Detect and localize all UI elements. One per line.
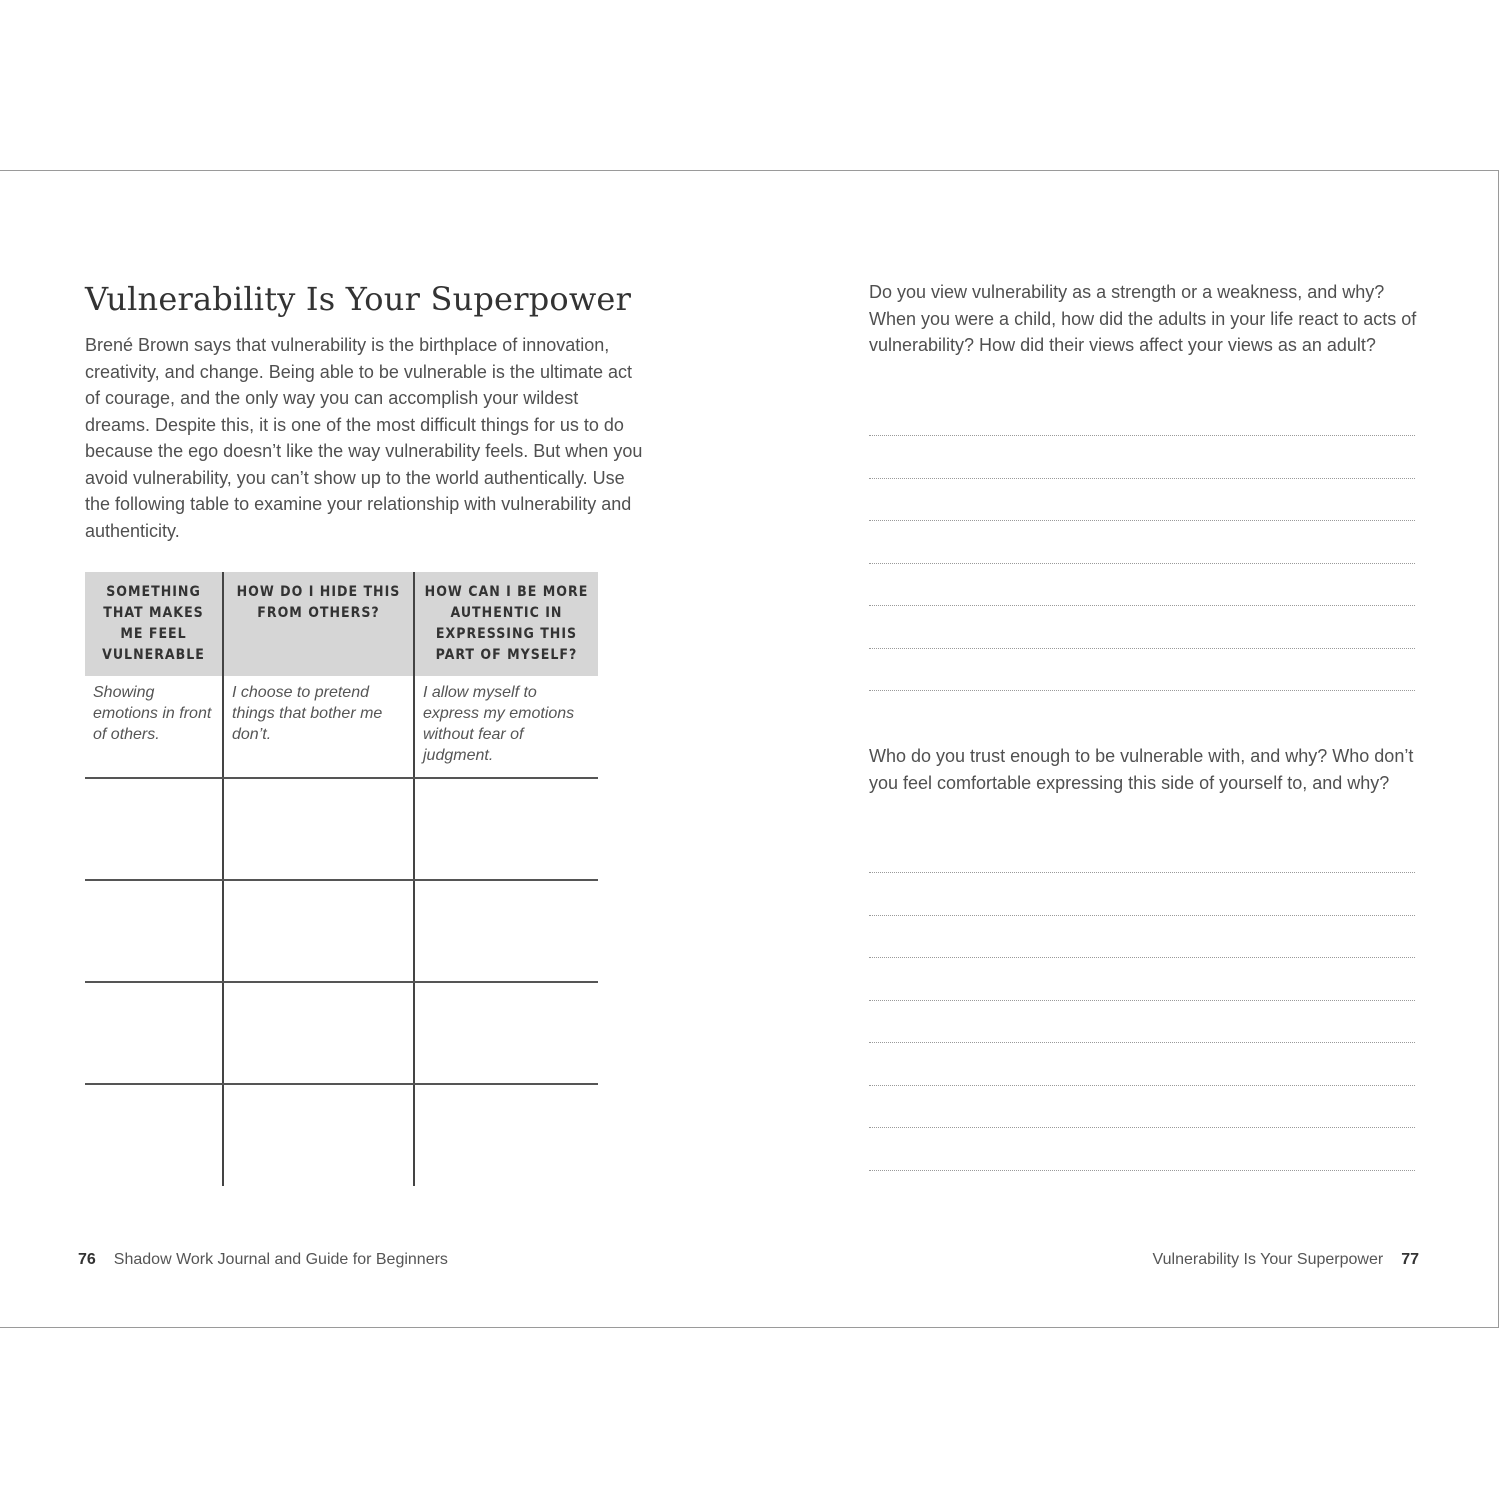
writing-line[interactable] bbox=[869, 690, 1415, 691]
running-title-right: Vulnerability Is Your Superpower bbox=[1152, 1251, 1384, 1268]
writing-line[interactable] bbox=[869, 957, 1415, 958]
writing-line[interactable] bbox=[869, 1170, 1415, 1171]
writing-line[interactable] bbox=[869, 520, 1415, 521]
question-1: Do you view vulnerability as a strength or a weakness, and why? When you were a child, how did the adults in your life react to acts of vulnerability? How did their views affect your views as an adult? bbox=[869, 282, 1417, 355]
writing-line[interactable] bbox=[869, 1000, 1415, 1001]
blank-cell[interactable] bbox=[223, 778, 414, 880]
right-footer bbox=[1153, 1251, 1419, 1269]
writing-line[interactable] bbox=[869, 563, 1415, 564]
writing-line[interactable] bbox=[869, 1127, 1415, 1128]
writing-line[interactable] bbox=[869, 1042, 1415, 1043]
writing-line[interactable] bbox=[869, 605, 1415, 606]
header-hide: HOW DO I HIDE THIS FROM OTHERS? bbox=[223, 572, 414, 676]
writing-line[interactable] bbox=[869, 435, 1415, 436]
example-cell-authentic: I allow myself to express my emotions without fear of judgment. bbox=[414, 676, 598, 778]
writing-line[interactable] bbox=[869, 648, 1415, 649]
question-2: Who do you trust enough to be vulnerable with, and why? Who don’t you feel comfortable expressing this side of yourself to, and why? bbox=[869, 746, 1414, 793]
example-row bbox=[85, 676, 598, 778]
table-row bbox=[85, 880, 598, 982]
blank-cell[interactable] bbox=[414, 1084, 598, 1186]
running-title-left: Shadow Work Journal and Guide for Beginners bbox=[113, 1251, 448, 1268]
page-number-left: 76 bbox=[78, 1251, 96, 1268]
writing-line[interactable] bbox=[869, 915, 1415, 916]
left-footer bbox=[78, 1251, 448, 1269]
blank-cell[interactable] bbox=[223, 1084, 414, 1186]
blank-cell[interactable] bbox=[414, 778, 598, 880]
blank-cell[interactable] bbox=[223, 982, 414, 1084]
blank-cell[interactable] bbox=[85, 880, 223, 982]
table-row bbox=[85, 778, 598, 880]
example-cell-vulnerable: Showing emotions in front of others. bbox=[85, 676, 223, 778]
intro-paragraph: Brené Brown says that vulnerability is the birthplace of innovation, creativity, and change. Being able to be vulnerable is the ultimate act of courage, and the only way you can accomplish your wildest dreams. Despite this, it is one of the most difficult things for us to do because the ego doesn’t like the way vulnerability feels. But when you avoid vulnerability, you can’t show up to the world authentically. Use the following table to examine your relationship with vulnerability and authenticity. bbox=[85, 335, 643, 541]
page-number-right: 77 bbox=[1401, 1251, 1419, 1268]
blank-cell[interactable] bbox=[223, 880, 414, 982]
vulnerability-table bbox=[85, 572, 598, 1186]
header-authentic: HOW CAN I BE MORE AUTHENTIC IN EXPRESSING THIS PART OF MYSELF? bbox=[414, 572, 598, 676]
writing-line[interactable] bbox=[869, 1085, 1415, 1086]
table-row bbox=[85, 1084, 598, 1186]
header-vulnerable: SOMETHING THAT MAKES ME FEEL VULNERABLE bbox=[85, 572, 223, 676]
table-header-row bbox=[85, 572, 598, 676]
example-cell-hide: I choose to pretend things that bother me don’t. bbox=[223, 676, 414, 778]
blank-cell[interactable] bbox=[85, 778, 223, 880]
writing-line[interactable] bbox=[869, 478, 1415, 479]
blank-cell[interactable] bbox=[85, 1084, 223, 1186]
table-row bbox=[85, 982, 598, 1084]
writing-line[interactable] bbox=[869, 872, 1415, 873]
blank-cell[interactable] bbox=[85, 982, 223, 1084]
blank-cell[interactable] bbox=[414, 982, 598, 1084]
blank-cell[interactable] bbox=[414, 880, 598, 982]
page-title: Vulnerability Is Your Superpower bbox=[85, 280, 632, 318]
